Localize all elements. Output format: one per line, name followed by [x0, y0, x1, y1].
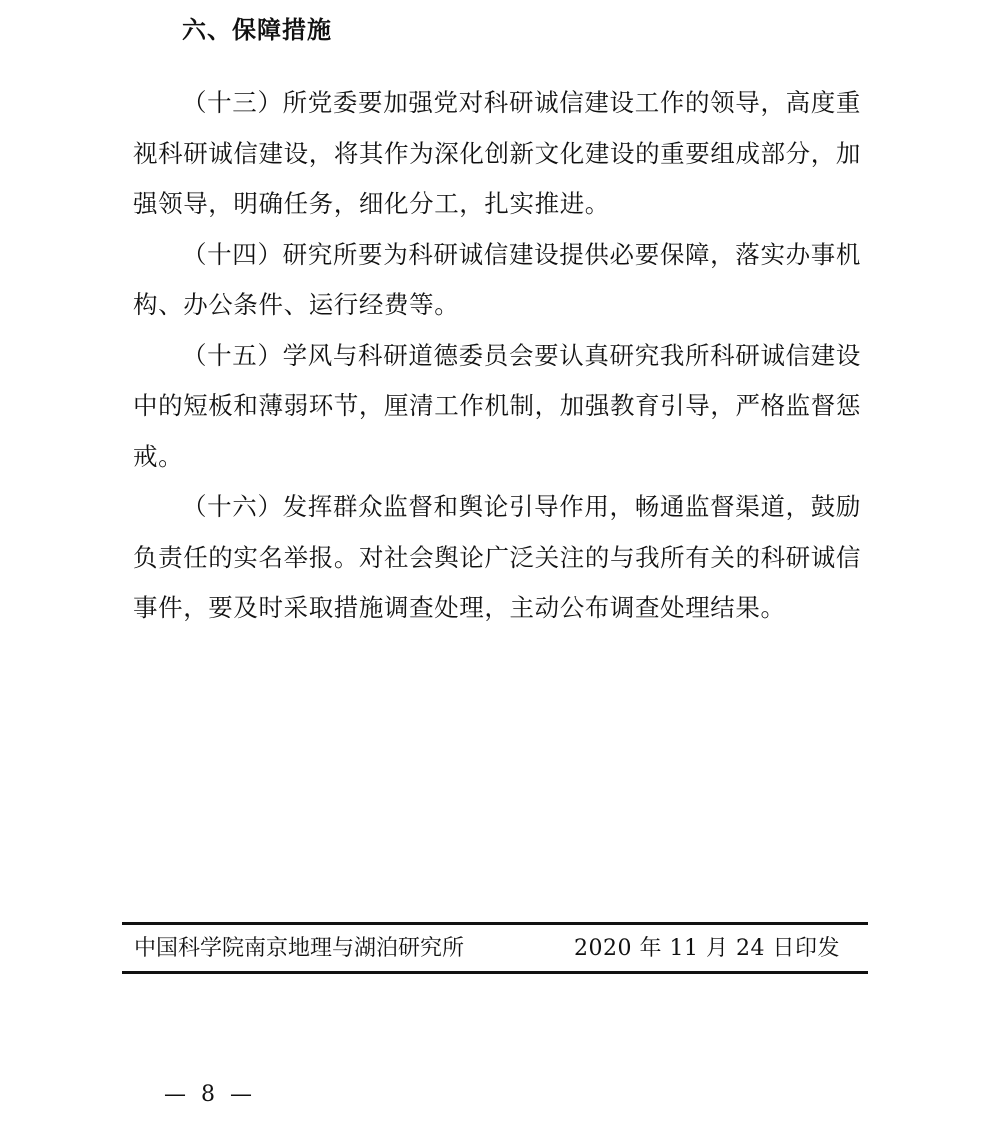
footer-top-rule — [122, 922, 868, 925]
paragraph-16: （十六）发挥群众监督和舆论引导作用，畅通监督渠道，鼓励负责任的实名举报。对社会舆论广泛关注的与我所有关的科研诚信事件，要及时采取措施调查处理，主动公布调查处理结果。 — [133, 492, 861, 622]
footer-organization: 中国科学院南京地理与湖泊研究所 — [134, 936, 465, 961]
body-text — [133, 78, 861, 634]
paragraph-14: （十四）研究所要为科研诚信建设提供必要保障，落实办事机构、办公条件、运行经费等。 — [133, 239, 861, 319]
section-heading: 六、保障措施 — [182, 16, 332, 44]
footer-issue-date: 2020 年 11 月 24 日印发 — [574, 936, 840, 961]
paragraph-15: （十五）学风与科研道德委员会要认真研究我所科研诚信建设中的短板和薄弱环节，厘清工作机制，加强教育引导，严格监督惩戒。 — [133, 340, 861, 471]
footer-bottom-rule — [122, 971, 868, 974]
paragraph-13: （十三）所党委要加强党对科研诚信建设工作的领导，高度重视科研诚信建设，将其作为深化创新文化建设的重要组成部分，加强领导，明确任务，细化分工，扎实推进。 — [133, 88, 861, 218]
page-number: — 8 — — [164, 1082, 256, 1107]
